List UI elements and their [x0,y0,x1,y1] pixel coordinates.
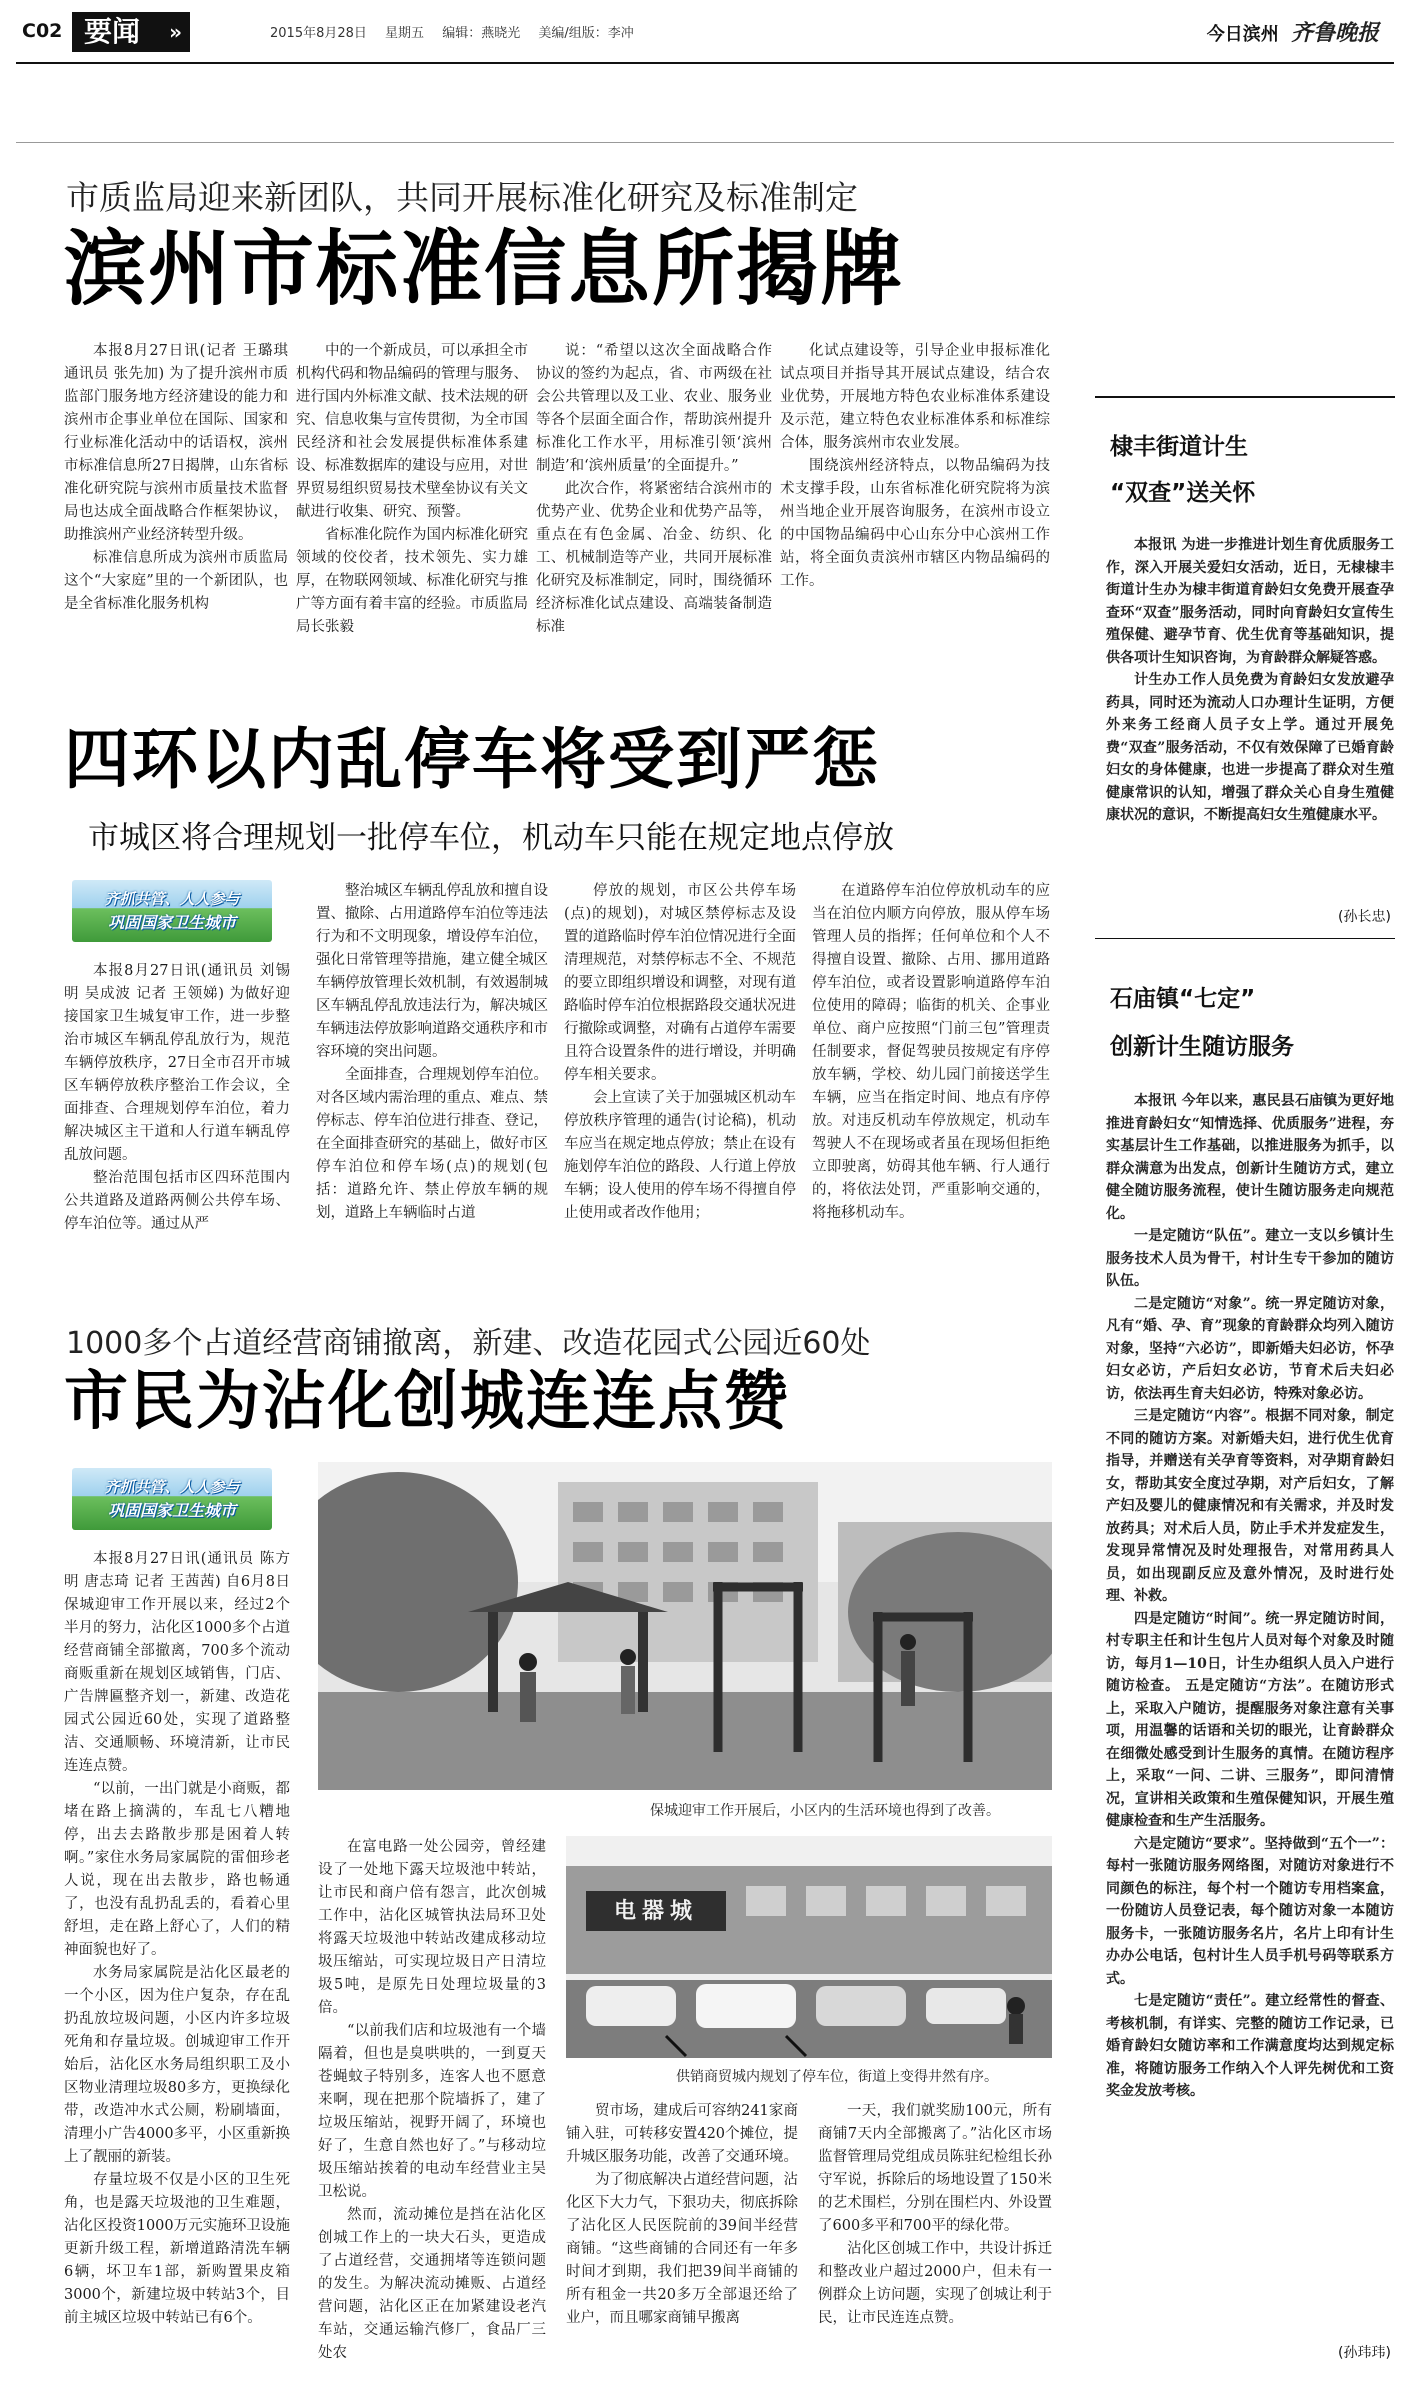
side1-byline: (孙长忠) [1338,909,1391,925]
paragraph: 整治范围包括市区四环范围内公共道路及道路两侧公共停车场、停车泊位等。通过从严 [64,1170,290,1232]
designer-credit: 美编/组版：李冲 [538,26,634,41]
paragraph: 标准信息所成为滨州市质监局这个“大家庭”里的一个新团队，也是全省标准化服务机构 [64,550,288,612]
side1-title-line1: 棣丰街道计生 [1110,434,1248,460]
article2-column-2 [316,880,548,1295]
badge-line-2: 巩固国家卫生城市 [107,913,236,932]
badge-line-1: 齐抓共管、人人参与 [104,1478,240,1496]
section-label [72,12,190,52]
paragraph: 本报讯 今年以来，惠民县石庙镇为更好地推进育龄妇女“知情选择、优质服务”进程，夯实基层计生工作基础，以推进服务为抓手，以群众满意为出发点，创新计生随访方式，建立健全随访服务流程，使计生随访服务走向规范化。 [1106,1093,1394,1222]
paragraph: 一是定随访“队伍”。建立一支以乡镇计生服务技术人员为骨干，村计生专干参加的随访队伍。 [1106,1228,1394,1289]
paragraph: 全面排查，合理规划停车泊位。对各区域内需治理的重点、难点、禁停标志、停车泊位进行排查、登记，在全面排查研究的基础上，做好市区停车泊位和停车场(点)的规划(包括：道路允许、禁止停放车辆的规划，道路上车辆临时占道 [316,1067,548,1221]
double-chevron-icon: » [169,20,182,44]
editor-credit: 编辑：燕晓光 [442,26,521,41]
side2-body [1106,1090,1394,2330]
article2-column-3 [564,880,796,1295]
paragraph: 省标准化院作为国内标准化研究领域的佼佼者，技术领先、实力雄厚，在物联网领域、标准化研究与推广等方面有着丰富的经验。市质监局局长张毅 [296,527,528,635]
side1-title-line2: “双查”送关怀 [1110,480,1256,506]
paragraph: 七是定随访“责任”。建立经常性的督查、考核机制，有详实、完整的随访工作记录，已婚育龄妇女随访率和工作满意度均达到规定标准，将随访服务工作纳入个人评先树优和工资奖金发放考核。 [1106,1993,1394,2099]
paragraph: 中的一个新成员，可以承担全市机构代码和物品编码的管理与服务、进行国内外标准文献、技术法规的研究、信息收集与宣传贯彻，为全市国民经济和社会发展提供标准体系建设、标准数据库的建设与应用，对世界贸易组织贸易技术壁垒协议有关文献进行收集、研究、预警。 [296,343,528,520]
paragraph: 本报8月27日讯(通讯员 陈方明 唐志琦 记者 王茜茜) 自6月8日保城迎审工作开展以来，经过2个半月的努力，沾化区1000多个占道经营商铺全部撤离，700多个流动商贩重新在规划区域销售，门店、广告牌匾整齐划一，新建、改造花园式公园近60处，实现了道路整洁、交通顺畅、环境清新，让市民连连点赞。 [64,1551,290,1774]
article2-column-4 [812,880,1050,1295]
paragraph: 四是定随访“时间”。统一界定随访时间，村专职主任和计生包片人员对每个对象及时随访，每月1—10日，计生办组织人员入户进行随访检查。 五是定随访“方法”。在随访形式上，采取入户随访，提醒服务对象注意有关事项，用温馨的话语和关切的眼光，让育龄群众在细微处感受到计生服务的真情。在随访程序上，采取“一问、二讲、三服务”，即问清情况，宣讲相关政策和生殖保健知识，开展生殖健康检查和生产生活服务。 [1106,1610,1394,1829]
page-number: C02 [22,20,63,42]
issue-weekday: 星期五 [385,26,425,41]
paragraph: 水务局家属院是沾化区最老的一个小区，因为住户复杂，存在乱扔乱放垃圾问题，小区内许多垃圾死角和存量垃圾。创城迎审工作开始后，沾化区水务局组织职工及小区物业清理垃圾80多方，更换绿化带，改造冲水式公厕，粉刷墙面，清理小广告4000多平，小区重新换上了靓丽的新装。 [64,1965,290,2165]
paragraph: 本报8月27日讯(通讯员 刘锡明 吴成波 记者 王领娣) 为做好迎接国家卫生城复审工作，进一步整治市城区车辆乱停乱放行为，规范车辆停放秩序，27日全市召开市城区车辆停放秩序整治工作会议，全面排查、合理规划停车泊位，着力解决城区主干道和人行道车辆乱停乱放问题。 [64,963,290,1163]
paragraph: 围绕滨州经济特点，以物品编码为技术支撑手段，山东省标准化研究院将为滨州当地企业开展咨询服务，在滨州市设立的中国物品编码中心山东分中心滨州工作站，将全面负责滨州市辖区内物品编码的工作。 [780,458,1050,589]
hygiene-city-badge [72,880,272,942]
paragraph: 然而，流动摊位是挡在沾化区创城工作上的一块大石头，更造成了占道经营，交通拥堵等连锁问题的发生。为解决流动摊贩、占道经营问题，沾化区正在加紧建设老汽车站，交通运输汽修厂，食品厂三处农 [318,2207,546,2361]
paragraph: 六是定随访“要求”。坚持做到“五个一”：每村一张随访服务网络图，对随访对象进行不同颜色的标注，每个村一个随访专用档案盒，一份随访人员登记表，每个随访对象一本随访服务卡，一张随访服务名片，名片上印有计生办办公电话，包村计生人员手机号码等联系方式。 [1106,1835,1394,1987]
sidebar-mid-rule [1095,938,1395,939]
article3-column-3 [566,2100,798,2368]
paragraph: “以前，一出门就是小商贩，都堵在路上摘满的，车乱七八糟地停，出去去路散步那是困着人转啊。”家住水务局家属院的雷佃珍老人说，现在出去散步，路也畅通了，也没有乱扔乱丢的，看着心里舒坦，走在路上舒心了，人们的精神面貌也好了。 [64,1781,290,1958]
article1-column-1 [64,340,288,675]
paragraph: 本报8月27日讯(记者 王璐琪 通讯员 张先加) 为了提升滨州市质监部门服务地方经济建设的能力和滨州市企事业单位在国际、国家和行业标准化活动中的话语权，滨州市标准信息所27日揭牌，山东省标准化研究院与滨州市质量技术监督局也达成全面战略合作框架协议，助推滨州产业经济转型升级。 [64,343,288,543]
park-photo-caption: 保城迎审工作开展后，小区内的生活环境也得到了改善。 [650,1803,1000,1819]
store-sign: 电器城 [613,1899,698,1924]
article3-headline: 市民为沾化创城连连点赞 [64,1365,790,1439]
paragraph: 三是定随访“内容”。根据不同对象，制定不同的随访方案。对新婚夫妇，进行优生优育指导，并赠送有关孕育等资料，对孕期育龄妇女，帮助其安全度过孕期，对产后妇女，了解产妇及婴儿的健康情况和有关需求，并及时发放药具；对术后人员，防止手术并发症发生，发现异常情况及时处理报告，对常用药具人员，如出现副反应及意外情况，及时进行处理、补救。 [1106,1408,1394,1604]
article2-subhead: 市城区将合理规划一批停车位，机动车只能在规定地点停放 [88,820,894,856]
side1-body [1106,534,1394,904]
article2-headline: 四环以内乱停车将受到严惩 [64,721,880,798]
paper-brand [1207,16,1379,47]
article3-column-2 [318,1836,546,2368]
article1-column-3 [536,340,772,675]
paragraph: 在富电路一处公园旁，曾经建设了一处地下露天垃圾池中转站，让市民和商户倍有怨言，此次创城工作中，沾化区城管执法局环卫处将露天垃圾池中转站改建成移动垃圾压缩站，可实现垃圾日产日清垃圾5吨，是原先日处理垃圾量的3倍。 [318,1839,546,2016]
paragraph: “以前我们店和垃圾池有一个墙隔着，但也是臭哄哄的，一到夏天苍蝇蚊子特别多，连客人也不愿意来啊，现在把那个院墙拆了，建了垃圾压缩站，视野开阔了，环境也好了，生意自然也好了。”与移动垃圾压缩站挨着的电动车经营业主吴卫松说。 [318,2023,546,2200]
paragraph: 整治城区车辆乱停乱放和擅自设置、撤除、占用道路停车泊位等违法行为和不文明现象，增设停车泊位，强化日常管理等措施，建立健全城区车辆停放管理长效机制，有效遏制城区车辆乱停乱放违法行为，解决城区车辆违法停放影响道路交通秩序和市容环境的突出问题。 [316,883,548,1060]
article1-kicker: 市质监局迎来新团队，共同开展标准化研究及标准制定 [66,178,858,217]
paragraph: 二是定随访“对象”。统一界定随访对象，凡有“婚、孕、育”现象的育龄群众均列入随访对象，坚持“六必访”，即新婚夫妇必访，怀孕妇女必访，产后妇女必访，节育术后夫妇必访，依法再生育夫妇必访，特殊对象必访。 [1106,1295,1394,1402]
paragraph: 一天，我们就奖励100元，所有商铺7天内全部搬离了。”沾化区市场监督管理局党组成员陈驻纪检组长孙守军说，拆除后的场地设置了150米的艺术围栏，分别在围栏内、外设置了600多平和700平的绿化带。 [818,2103,1052,2234]
paragraph: 此次合作，将紧密结合滨州市的优势产业、优势企业和优势产品等，重点在有色金属、冶金、纺织、化工、机械制造等产业，共同开展标准化研究及标准制定，同时，围绕循环经济标准化试点建设、高端装备制造标准 [536,481,772,635]
page-header [0,0,1409,58]
paragraph: 沾化区创城工作中，共设计拆迁和整改业户超过2000户，但未有一例群众上访问题，实现了创城让利于民，让市民连连点赞。 [818,2241,1052,2326]
article2-column-1 [64,960,290,1295]
paper-logo: 齐鲁晚报 [1290,20,1379,46]
hygiene-city-badge-2 [72,1468,272,1530]
paragraph: 为了彻底解决占道经营问题，沾化区下大力气，下狠功夫，彻底拆除了沾化区人民医院前的39间半经营商铺。“这些商铺的合同还有一年多时间才到期，我们把39间半商铺的所有租金一共20多万全部退还给了业户，而且哪家商铺早搬离 [566,2172,798,2326]
badge-line-2: 巩固国家卫生城市 [107,1501,236,1520]
article3-kicker: 1000多个占道经营商铺撤离，新建、改造花园式公园近60处 [66,1326,871,1361]
top-thin-rule [16,142,1394,143]
badge-line-1: 齐抓共管、人人参与 [104,890,240,908]
article1-headline: 滨州市标准信息所揭牌 [64,222,905,317]
paragraph: 存量垃圾不仅是小区的卫生死角，也是露天垃圾池的卫生难题，沾化区投资1000万元实施环卫设施更新升级工程，新增道路清洗车辆6辆，坏卫车1部，新购置果皮箱3000个，新建垃圾中转站3个，目前主城区垃圾中转站已有6个。 [64,2172,290,2326]
paragraph: 在道路停车泊位停放机动车的应当在泊位内顺方向停放，服从停车场管理人员的指挥；任何单位和个人不得擅自设置、撤除、占用、挪用道路停车泊位，或者设置影响道路停车泊位使用的障碍；临街的机关、企事业单位、商户应按照“门前三包”管理责任制要求，督促驾驶员按规定有序停放车辆，学校、幼儿园门前接送学生车辆，应当在指定时间、地点有序停放。对违反机动车停放规定，机动车驾驶人不在现场或者虽在现场但拒绝立即驶离，妨碍其他车辆、行人通行的，将依法处罚，严重影响交通的，将拖移机动车。 [812,883,1050,1221]
paragraph: 会上宣读了关于加强城区机动车停放秩序管理的通告(讨论稿)，机动车应当在规定地点停放；禁止在设有施划停车泊位的路段、人行道上停放车辆；设人使用的停车场不得擅自停止使用或者改作他用； [564,1090,796,1221]
side2-byline: (孙玮玮) [1338,2345,1391,2361]
issue-date: 2015年8月28日 [270,26,367,41]
paragraph: 化试点建设等，引导企业申报标准化试点项目并指导其开展试点建设，结合农业优势，开展地方特色农业标准体系建设及示范，建立特色农业标准体系和标准综合体，服务滨州市农业发展。 [780,343,1050,451]
paragraph: 贸市场，建成后可容纳241家商铺入驻，可转移安置420个摊位，提升城区服务功能，改善了交通环境。 [566,2103,798,2165]
paragraph: 计生办工作人员免费为育龄妇女发放避孕药具，同时还为流动人口办理计生证明，方便外来务工经商人员子女上学。通过开展免费“双查”服务活动，不仅有效保障了已婚育龄妇女的身体健康，也进一步提高了群众对生殖健康常识的认知，增强了群众关心自身生殖健康状况的意识，不断提高妇女生殖健康水平。 [1106,672,1394,823]
sidebar-top-rule [1095,396,1395,398]
article1-column-2 [296,340,528,675]
street-photo-image [566,1836,1052,2058]
side2-title-line1: 石庙镇“七定” [1110,986,1256,1012]
park-photo [318,1462,1052,1790]
article1-column-4 [780,340,1050,675]
paragraph: 停放的规划，市区公共停车场(点)的规划)，对城区禁停标志及设置的道路临时停车泊位情况进行全面清理规范，对禁停标志不全、不规范的要立即组织增设和调整，对现有道路临时停车泊位根据路段交通状况进行撤除或调整，对确有占道停车需要且符合设置条件的进行增设，并明确停车相关要求。 [564,883,796,1083]
article3-column-4 [818,2100,1052,2368]
paragraph: 本报讯 为进一步推进计划生育优质服务工作，深入开展关爱妇女活动，近日，无棣棣丰街道计生办为棣丰街道育龄妇女免费开展查孕查环“双查”服务活动，同时向育龄妇女宣传生殖保健、避孕节育、优生优育等基础知识，提供各项计生知识咨询，为育龄群众解疑答惑。 [1106,537,1394,666]
header-rule [16,62,1394,64]
article3-column-1 [64,1548,290,2368]
paragraph: 说：“希望以这次全面战略合作协议的签约为起点，省、市两级在社会公共管理以及工业、农业、服务业等各个层面全面合作，帮助滨州提升标准化工作水平，用标准引领‘滨州制造’和‘滨州质量’的全面提升。” [536,343,772,474]
section-title: 要闻 [84,15,141,48]
issue-meta [270,22,648,41]
street-photo-caption: 供销商贸城内规划了停车位，街道上变得井然有序。 [676,2069,998,2085]
street-photo [566,1836,1052,2058]
side2-title-line2: 创新计生随访服务 [1110,1034,1294,1060]
park-photo-image [318,1462,1052,1790]
edition-name: 今日滨州 [1206,24,1279,45]
